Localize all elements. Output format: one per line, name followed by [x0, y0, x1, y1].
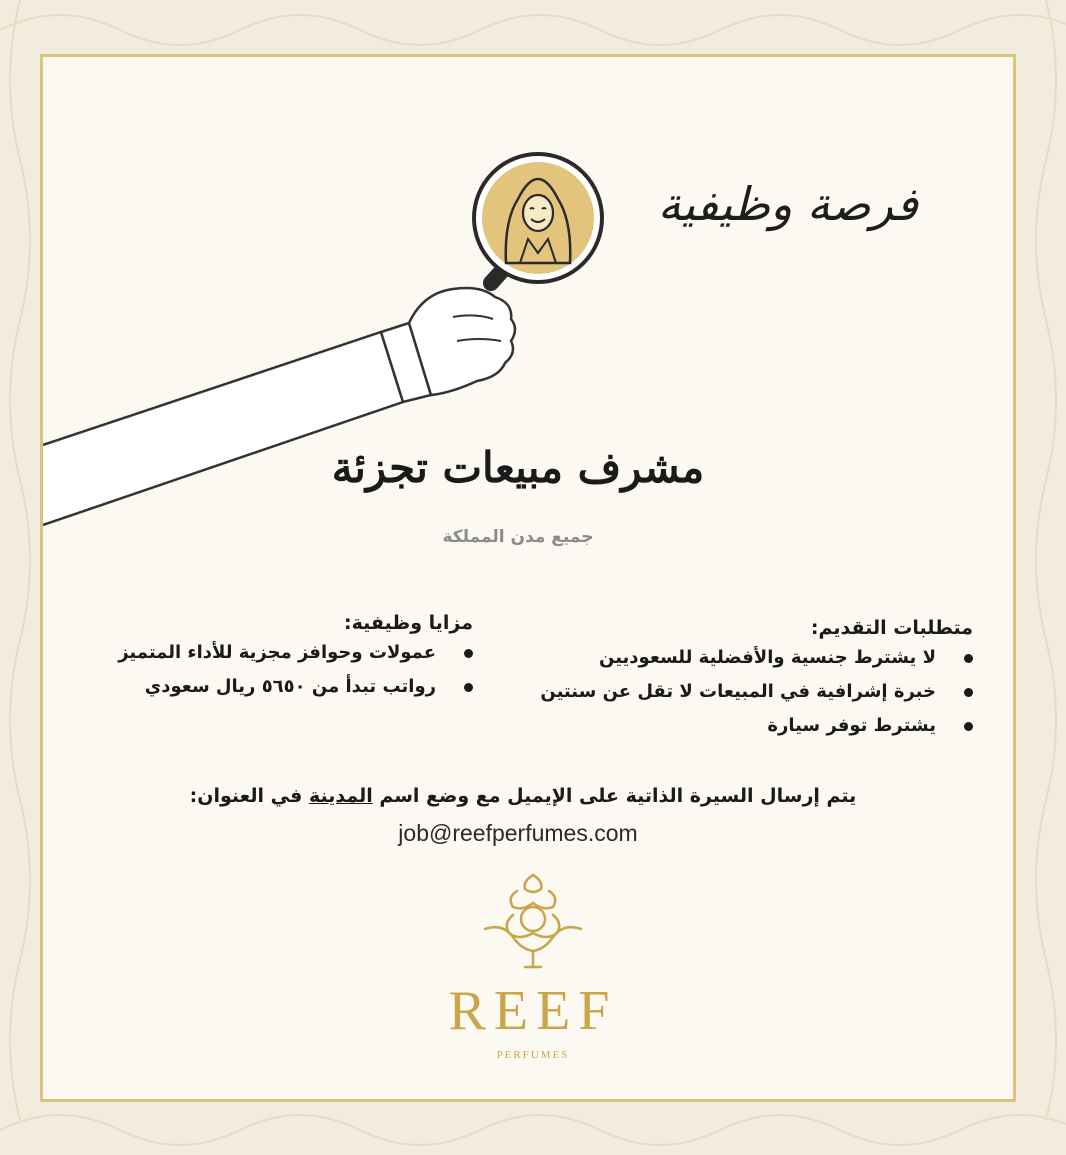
job-location: جميع مدن المملكة [442, 527, 594, 547]
brand-name: REEF [448, 980, 618, 1042]
requirement-text: خبرة إشرافية في المبيعات لا تقل عن سنتين [540, 681, 936, 702]
bullet-icon [464, 683, 473, 692]
apply-city-word: المدينة [308, 785, 373, 807]
brand-subtitle: PERFUMES [496, 1049, 570, 1061]
benefits-heading: مزايا وظيفية: [344, 612, 473, 634]
headline-job-opportunity: فرصة وظيفية [657, 177, 918, 231]
benefit-item [73, 636, 473, 670]
requirement-item [513, 641, 973, 675]
benefit-text: رواتب تبدأ من ٥٦٥٠ ريال سعودي [144, 676, 436, 697]
application-instructions [173, 785, 873, 807]
requirement-text: لا يشترط جنسية والأفضلية للسعوديين [599, 647, 936, 668]
bullet-icon [964, 654, 973, 663]
requirements-section [513, 617, 973, 743]
application-email[interactable]: job@reefperfumes.com [398, 820, 638, 846]
apply-text-after: في العنوان: [189, 785, 309, 807]
benefit-text: عمولات وحوافز مجزية للأداء المتميز [118, 642, 436, 663]
benefits-section [73, 612, 473, 704]
requirement-item [513, 675, 973, 709]
job-ad-card [40, 54, 1016, 1102]
bullet-icon [464, 649, 473, 658]
benefits-list [73, 636, 473, 704]
requirements-list [513, 641, 973, 743]
job-title: مشرف مبيعات تجزئة [331, 443, 705, 492]
veiled-woman-icon [498, 169, 578, 265]
requirements-heading: متطلبات التقديم: [810, 617, 973, 639]
apply-text-before: يتم إرسال السيرة الذاتية على الإيميل مع وضع اسم [372, 785, 857, 807]
benefit-item [73, 670, 473, 704]
bullet-icon [964, 688, 973, 697]
requirement-text: يشترط توفر سيارة [767, 715, 936, 736]
reef-emblem-icon [473, 867, 593, 977]
requirement-item [513, 709, 973, 743]
bullet-icon [964, 722, 973, 731]
